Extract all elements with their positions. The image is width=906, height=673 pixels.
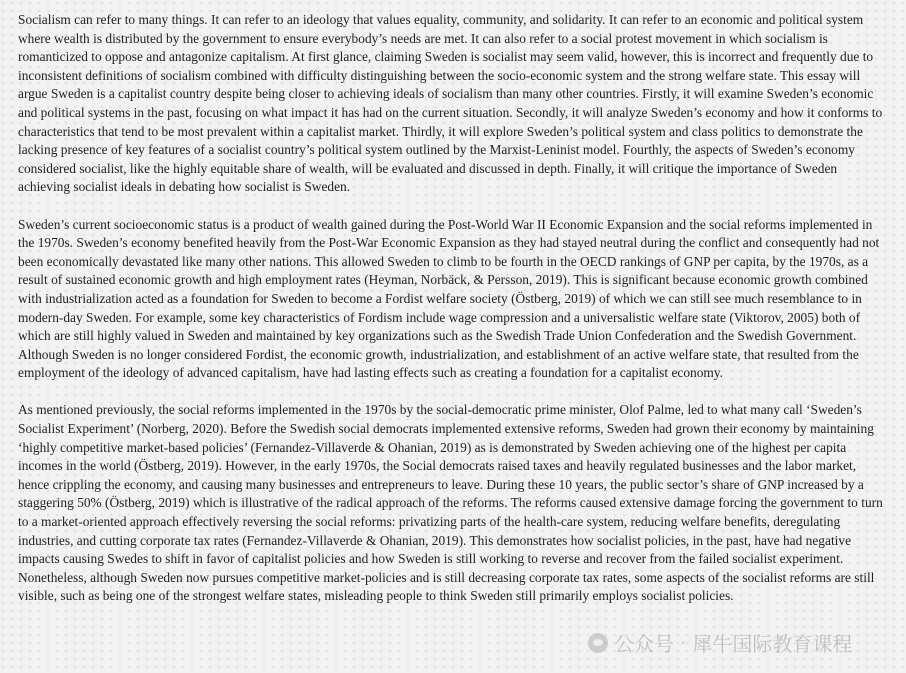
paragraph-history: Sweden’s current socioeconomic status is a product of wealth gained during the Post-World War II Economic Expansion and the social reforms implemented in the 1970s. Sweden’s economy benefited heavily from the Post-War Economic Expansion as they had stayed neutral during the conflict and consequently had not been economically devastated like many other nations. This allowed Sweden to climb to be fourth in the OECD rankings of GNP per capita, by the 1970s, as a result of sustained economic growth and high employment rates (Heyman, Norbäck, & Persson, 2019). This is significant because economic growth combined with industrialization acted as a foundation for Sweden to become a Fordist welfare society (Östberg, 2019) of which we can still see much resemblance to in modern-day Sweden. For example, some key characteristics of Fordism include wage compression and a universalistic welfare state (Viktorov, 2005) both of which are still highly valued in Sweden and maintained by key organizations such as the Swedish Trade Union Confederation and the Swedish Government. Although Sweden is no longer considered Fordist, the economic growth, industrialization, and establishment of an active welfare state, that resulted from the employment of the ideology of advanced capitalism, have had lasting effects such as creating a foundation for a capitalist economy. (18, 216, 880, 381)
paragraph-social-reforms: As mentioned previously, the social reforms implemented in the 1970s by the social-democratic prime minister, Olof Palme, led to what many call ‘Sweden’s Socialist Experiment’ (Norberg, 2020). Before the Swedish social democrats implemented extensive reforms, Sweden had grown their economy by maintaining ‘highly competitive market-based policies’ (Fernandez-Villaverde & Ohanian, 2019) as is demonstrated by Sweden achieving one of the highest per capita incomes in the world (Östberg, 2019). However, in the early 1970s, the Social democrats raised taxes and heavily regulated businesses and the labor market, hence crippling the economy, and causing many businesses and entrepreneurs to leave. During these 10 years, the public sector’s share of GNP increased by a staggering 50% (Östberg, 2019) which is illustrative of the radical approach of the reforms. The reforms caused extensive damage forcing the government to turn to a market-oriented approach effectively reversing the social reforms: privatizing parts of the health-care system, reducing welfare benefits, deregulating industries, and cutting corporate tax rates (Fernandez-Villaverde & Ohanian, 2019). This demonstrates how socialist policies, in the past, have had negative impacts causing Swedes to shift in favor of capitalist policies and how Sweden is still working to reverse and recover from the failed socialist experiment. Nonetheless, although Sweden now pursues competitive market-policies and is still decreasing corporate tax rates, some aspects of the socialist reforms are still visible, such as being one of the strongest welfare states, misleading people to think Sweden still primarily employs socialist policies. (18, 402, 883, 604)
watermark-name: 犀牛国际教育课程 (692, 632, 853, 656)
watermark-source: 公众号 (614, 632, 674, 656)
watermark (588, 628, 852, 657)
watermark-separator: · (680, 630, 687, 655)
wechat-logo-icon (588, 633, 608, 653)
essay-body (18, 11, 890, 625)
paragraph-introduction: Socialism can refer to many things. It can refer to an ideology that values equality, community, and solidarity. It can refer to an economic and political system where wealth is distributed by the government to ensure everybody’s needs are met. It can also refer to a social protest movement in which socialism is romanticized to oppose and antagonize capitalism. At first glance, claiming Sweden is socialist may seem valid, however, this is incorrect and frequently due to inconsistent definitions of socialism combined with difficulty distinguishing between the socio-economic system and the strong welfare state. This essay will argue Sweden is a capitalist country despite being closer to achieving ideals of socialism than many other countries. Firstly, it will examine Sweden’s economic and political systems in the past, focusing on what impact it has had on the current situation. Secondly, it will analyze Sweden’s economy and how it conforms to characteristics that tend to be most prevalent within a capitalist market. Thirdly, it will explore Sweden’s political system and class politics to demonstrate the lacking presence of key features of a socialist country’s political system outlined by the Marxist-Leninist model. Fourthly, the aspects of Sweden’s economy considered socialist, like the highly equitable share of wealth, will be evaluated and discussed in depth. Finally, it will critique the importance of Sweden achieving socialist ideals in debating how socialist is Sweden. (18, 12, 883, 195)
